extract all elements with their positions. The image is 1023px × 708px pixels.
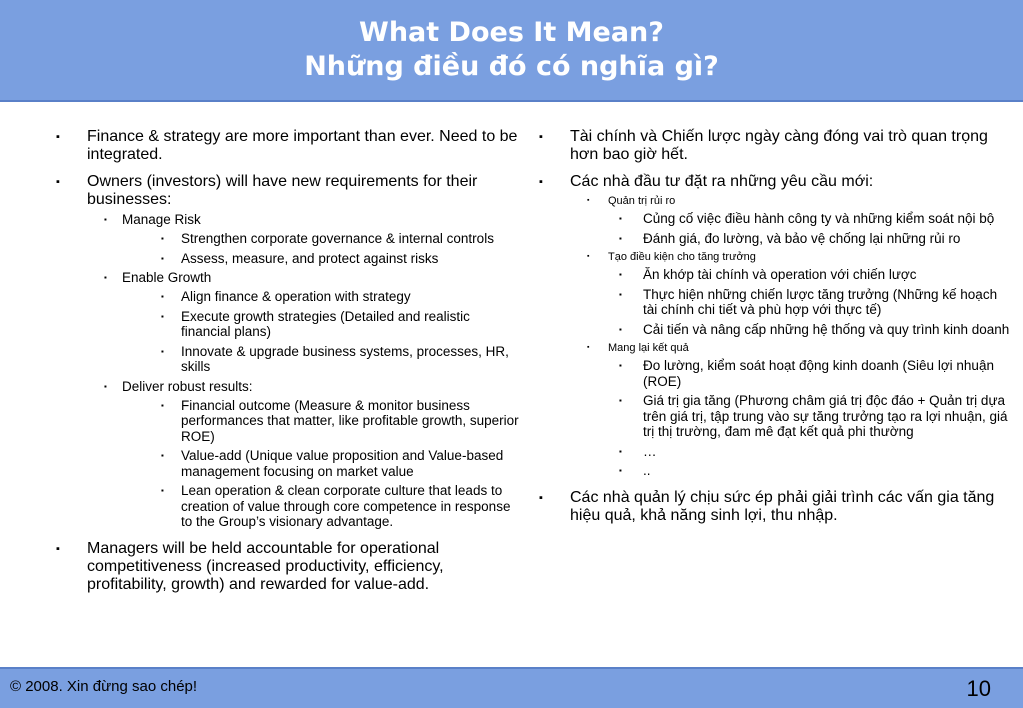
bullet-text: ..: [643, 463, 651, 478]
bullet-text: Các nhà quản lý chịu sức ép phải giải trình các vấn gia tăng hiệu quả, khả năng sinh lợi, thu nhập.: [570, 488, 995, 524]
bullet-icon: ▪: [619, 466, 622, 475]
slide-footer: [0, 667, 1023, 708]
item-ellipsis: [616, 444, 1013, 460]
bullet-icon: ▪: [161, 451, 164, 460]
bullet-text: Đo lường, kiểm soát hoạt động kinh doanh (Siêu lợi nhuận (ROE): [643, 358, 994, 389]
bullet-icon: ▪: [619, 446, 622, 456]
bullet-text: Mang lại kết quả: [608, 342, 689, 354]
bullet-icon: ▪: [161, 346, 164, 356]
bullet-managers-accountable: [50, 540, 520, 594]
item-assess-risks: [158, 251, 520, 267]
bullet-text: Innovate & upgrade business systems, processes, HR, skills: [181, 343, 509, 374]
title-english: What Does It Mean?: [359, 17, 664, 48]
bullet-icon: ▪: [587, 197, 590, 204]
sub-bullet-ket-qua: [583, 341, 1013, 355]
left-column-english: [50, 128, 520, 603]
page-number: 10: [966, 676, 991, 701]
item-cai-tien: [616, 322, 1013, 338]
item-value-add: [158, 448, 520, 479]
bullet-icon: ▪: [104, 215, 107, 224]
bullet-owners-requirements: [50, 173, 520, 209]
bullet-text: Thực hiện những chiến lược tăng trưởng (Những kế hoạch tài chính chi tiết và phù hợp với thực tế): [643, 286, 998, 317]
bullet-text: …: [643, 443, 657, 459]
item-dots: [616, 463, 1013, 479]
bullet-icon: ▪: [619, 270, 622, 279]
sub-bullet-enable-growth: [100, 270, 520, 286]
bullet-icon: ▪: [619, 233, 622, 243]
right-column-vietnamese: [533, 128, 1013, 534]
bullet-text: Execute growth strategies (Detailed and realistic financial plans): [181, 308, 470, 339]
item-thuc-hien: [616, 287, 1013, 318]
sub-bullet-deliver-results: [100, 379, 520, 395]
bullet-icon: ▪: [104, 381, 107, 391]
bullet-icon: ▪: [539, 131, 543, 143]
bullet-icon: ▪: [56, 176, 60, 188]
bullet-icon: ▪: [539, 491, 543, 504]
sub-bullet-quan-tri-rui-ro: [583, 194, 1013, 208]
bullet-icon: ▪: [539, 176, 543, 188]
bullet-icon: ▪: [619, 214, 622, 223]
bullet-icon: ▪: [619, 361, 622, 370]
slide-header: [0, 0, 1023, 102]
bullet-text: Value-add (Unique value proposition and Value-based management focusing on market value: [181, 448, 504, 479]
bullet-icon: ▪: [619, 396, 622, 405]
bullet-text: Managers will be held accountable for operational competitiveness (increased productivity, efficiency, profitability, growth) and rewarded for value-add.: [87, 539, 444, 593]
bullet-icon: ▪: [104, 273, 107, 282]
slide-title: [0, 16, 1023, 84]
bullet-icon: ▪: [56, 131, 60, 143]
sub-bullet-tang-truong: [583, 250, 1013, 264]
sub-bullet-manage-risk: [100, 212, 520, 228]
bullet-tai-chinh-chien-luoc: [533, 128, 1013, 164]
bullet-text: Cải tiến và nâng cấp những hệ thống và quy trình kinh doanh: [643, 321, 1010, 337]
bullet-icon: ▪: [161, 253, 164, 263]
bullet-text: Finance & strategy are more important than ever. Need to be integrated.: [87, 128, 518, 163]
item-cung-co: [616, 211, 1013, 227]
item-strengthen-governance: [158, 231, 520, 247]
bullet-icon: ▪: [619, 324, 622, 334]
bullet-text: Tạo điều kiện cho tăng trưởng: [608, 251, 756, 263]
bullet-text: Deliver robust results:: [122, 378, 253, 394]
item-an-khop: [616, 267, 1013, 283]
bullet-text: Quản trị rủi ro: [608, 195, 676, 207]
bullet-text: Strengthen corporate governance & internal controls: [181, 231, 494, 246]
item-lean-operation: [158, 483, 520, 530]
item-do-luong: [616, 358, 1013, 389]
item-gia-tri-gia-tang: [616, 393, 1013, 440]
bullet-text: Align finance & operation with strategy: [181, 289, 411, 304]
item-danh-gia: [616, 231, 1013, 247]
bullet-nha-quan-ly: [533, 489, 1013, 525]
bullet-icon: ▪: [161, 292, 164, 301]
item-financial-outcome: [158, 398, 520, 445]
bullet-text: Lean operation & clean corporate culture that leads to creation of value through core competence in response to the Group’s visionary advantage.: [181, 483, 511, 529]
bullet-nha-dau-tu: [533, 173, 1013, 191]
bullet-icon: ▪: [587, 344, 590, 351]
bullet-text: Enable Growth: [122, 270, 212, 285]
bullet-icon: ▪: [161, 234, 164, 243]
bullet-icon: ▪: [619, 289, 622, 299]
bullet-icon: ▪: [56, 542, 60, 555]
item-execute-growth: [158, 309, 520, 340]
bullet-text: Giá trị gia tăng (Phương châm giá trị độc đáo + Quản trị dựa trên giá trị, tập trung vào sự tăng trưởng tạo ra lợi nhuận, giá trị thị trường, đam mê đạt kết quả phi thường: [643, 393, 1008, 439]
bullet-text: Financial outcome (Measure & monitor business performances that matter, like profitable growth, superior ROE): [181, 397, 519, 444]
bullet-icon: ▪: [161, 311, 164, 321]
bullet-text: Manage Risk: [122, 212, 201, 227]
bullet-text: Củng cố việc điều hành công ty và những kiểm soát nội bộ: [643, 211, 995, 226]
item-align-finance: [158, 289, 520, 305]
bullet-text: Đánh giá, đo lường, và bảo vệ chống lại những rủi ro: [643, 230, 961, 246]
bullet-text: Assess, measure, and protect against risks: [181, 250, 439, 266]
bullet-text: Owners (investors) will have new requirements for their businesses:: [87, 173, 478, 208]
bullet-text: Các nhà đầu tư đặt ra những yêu cầu mới:: [570, 173, 874, 190]
copyright-notice: © 2008. Xin đừng sao chép!: [10, 678, 198, 695]
title-vietnamese: Những điều đó có nghĩa gì?: [304, 51, 719, 82]
bullet-finance-strategy: [50, 128, 520, 164]
bullet-icon: ▪: [161, 400, 164, 410]
bullet-text: Tài chính và Chiến lược ngày càng đóng vai trò quan trọng hơn bao giờ hết.: [570, 128, 988, 163]
bullet-icon: ▪: [587, 253, 590, 260]
bullet-icon: ▪: [161, 486, 164, 495]
bullet-text: Ăn khớp tài chính và operation với chiến lược: [643, 267, 917, 282]
item-innovate-upgrade: [158, 344, 520, 375]
